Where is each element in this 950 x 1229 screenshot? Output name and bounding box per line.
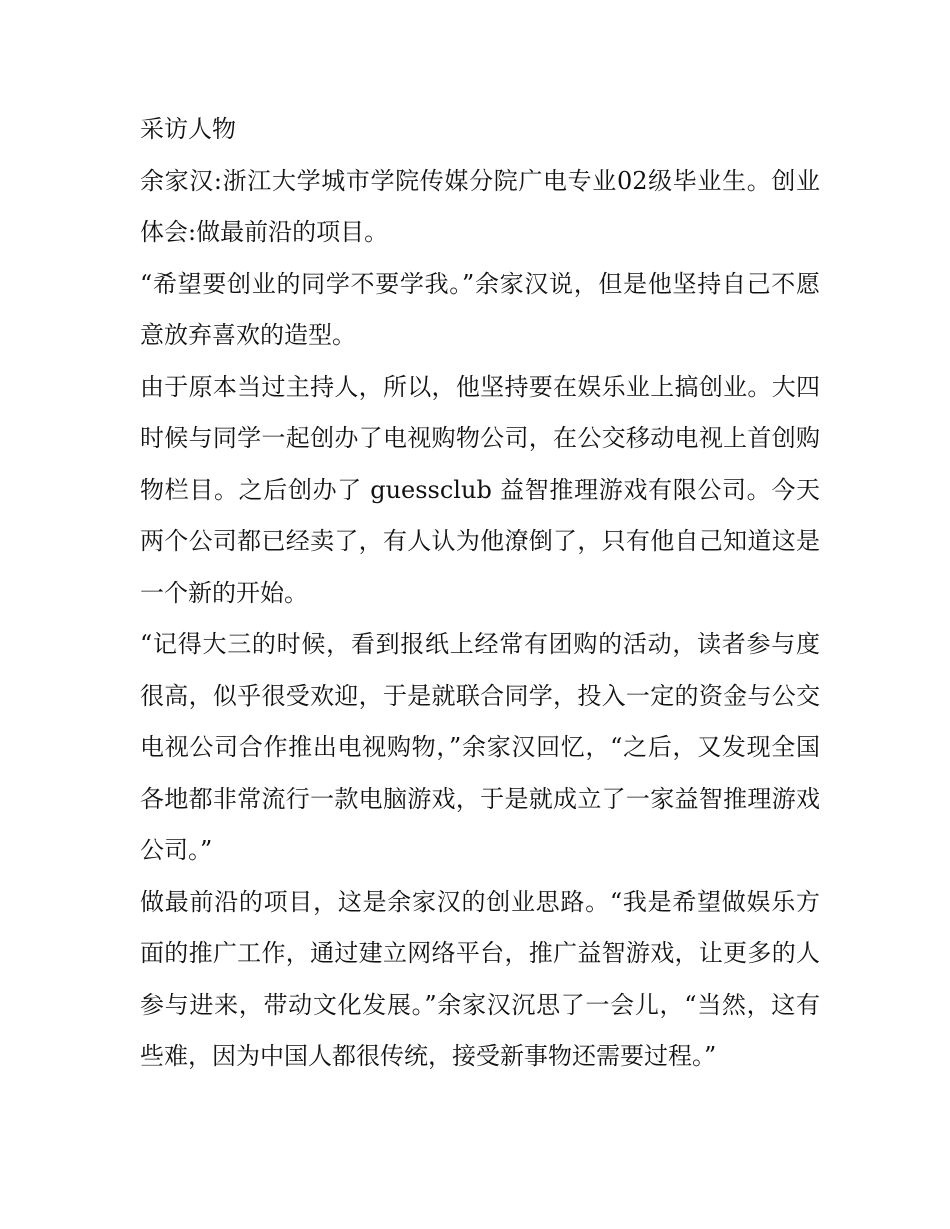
paragraph-profile: 余家汉:浙江大学城市学院传媒分院广电专业02级毕业生。创业体会:做最前沿的项目。 — [140, 166, 820, 246]
document-body — [140, 104, 820, 1083]
paragraph-business-philosophy: 做最前沿的项目，这是余家汉的创业思路。“我是希望做娱乐方面的推广工作，通过建立网络平台，推广益智游戏，让更多的人参与进来，带动文化发展。”余家汉沉思了一会儿，“当然，这有些难，因为中国人都很传统，接受新事物还需要过程。” — [140, 887, 820, 1070]
paragraph-recollection: “记得大三的时候，看到报纸上经常有团购的活动，读者参与度很高，似乎很受欢迎，于是就联合同学，投入一定的资金与公交电视公司合作推出电视购物，”余家汉回忆，“之后，又发现全国各地都非常流行一款电脑游戏，于是就成立了一家益智推理游戏公司。” — [140, 630, 820, 864]
heading-interviewee: 采访人物 — [140, 115, 236, 143]
paragraph-entrepreneurship-history: 由于原本当过主持人，所以，他坚持要在娱乐业上搞创业。大四时候与同学一起创办了电视购物公司，在公交移动电视上首创购物栏目。之后创办了 guessclub 益智推理游戏有限公司。今天两个公司都已经卖了，有人认为他潦倒了，只有他自己知道这是一个新的开始。 — [140, 372, 820, 607]
paragraph-quote-advice: “希望要创业的同学不要学我。”余家汉说，但是他坚持自己不愿意放弃喜欢的造型。 — [140, 269, 820, 349]
